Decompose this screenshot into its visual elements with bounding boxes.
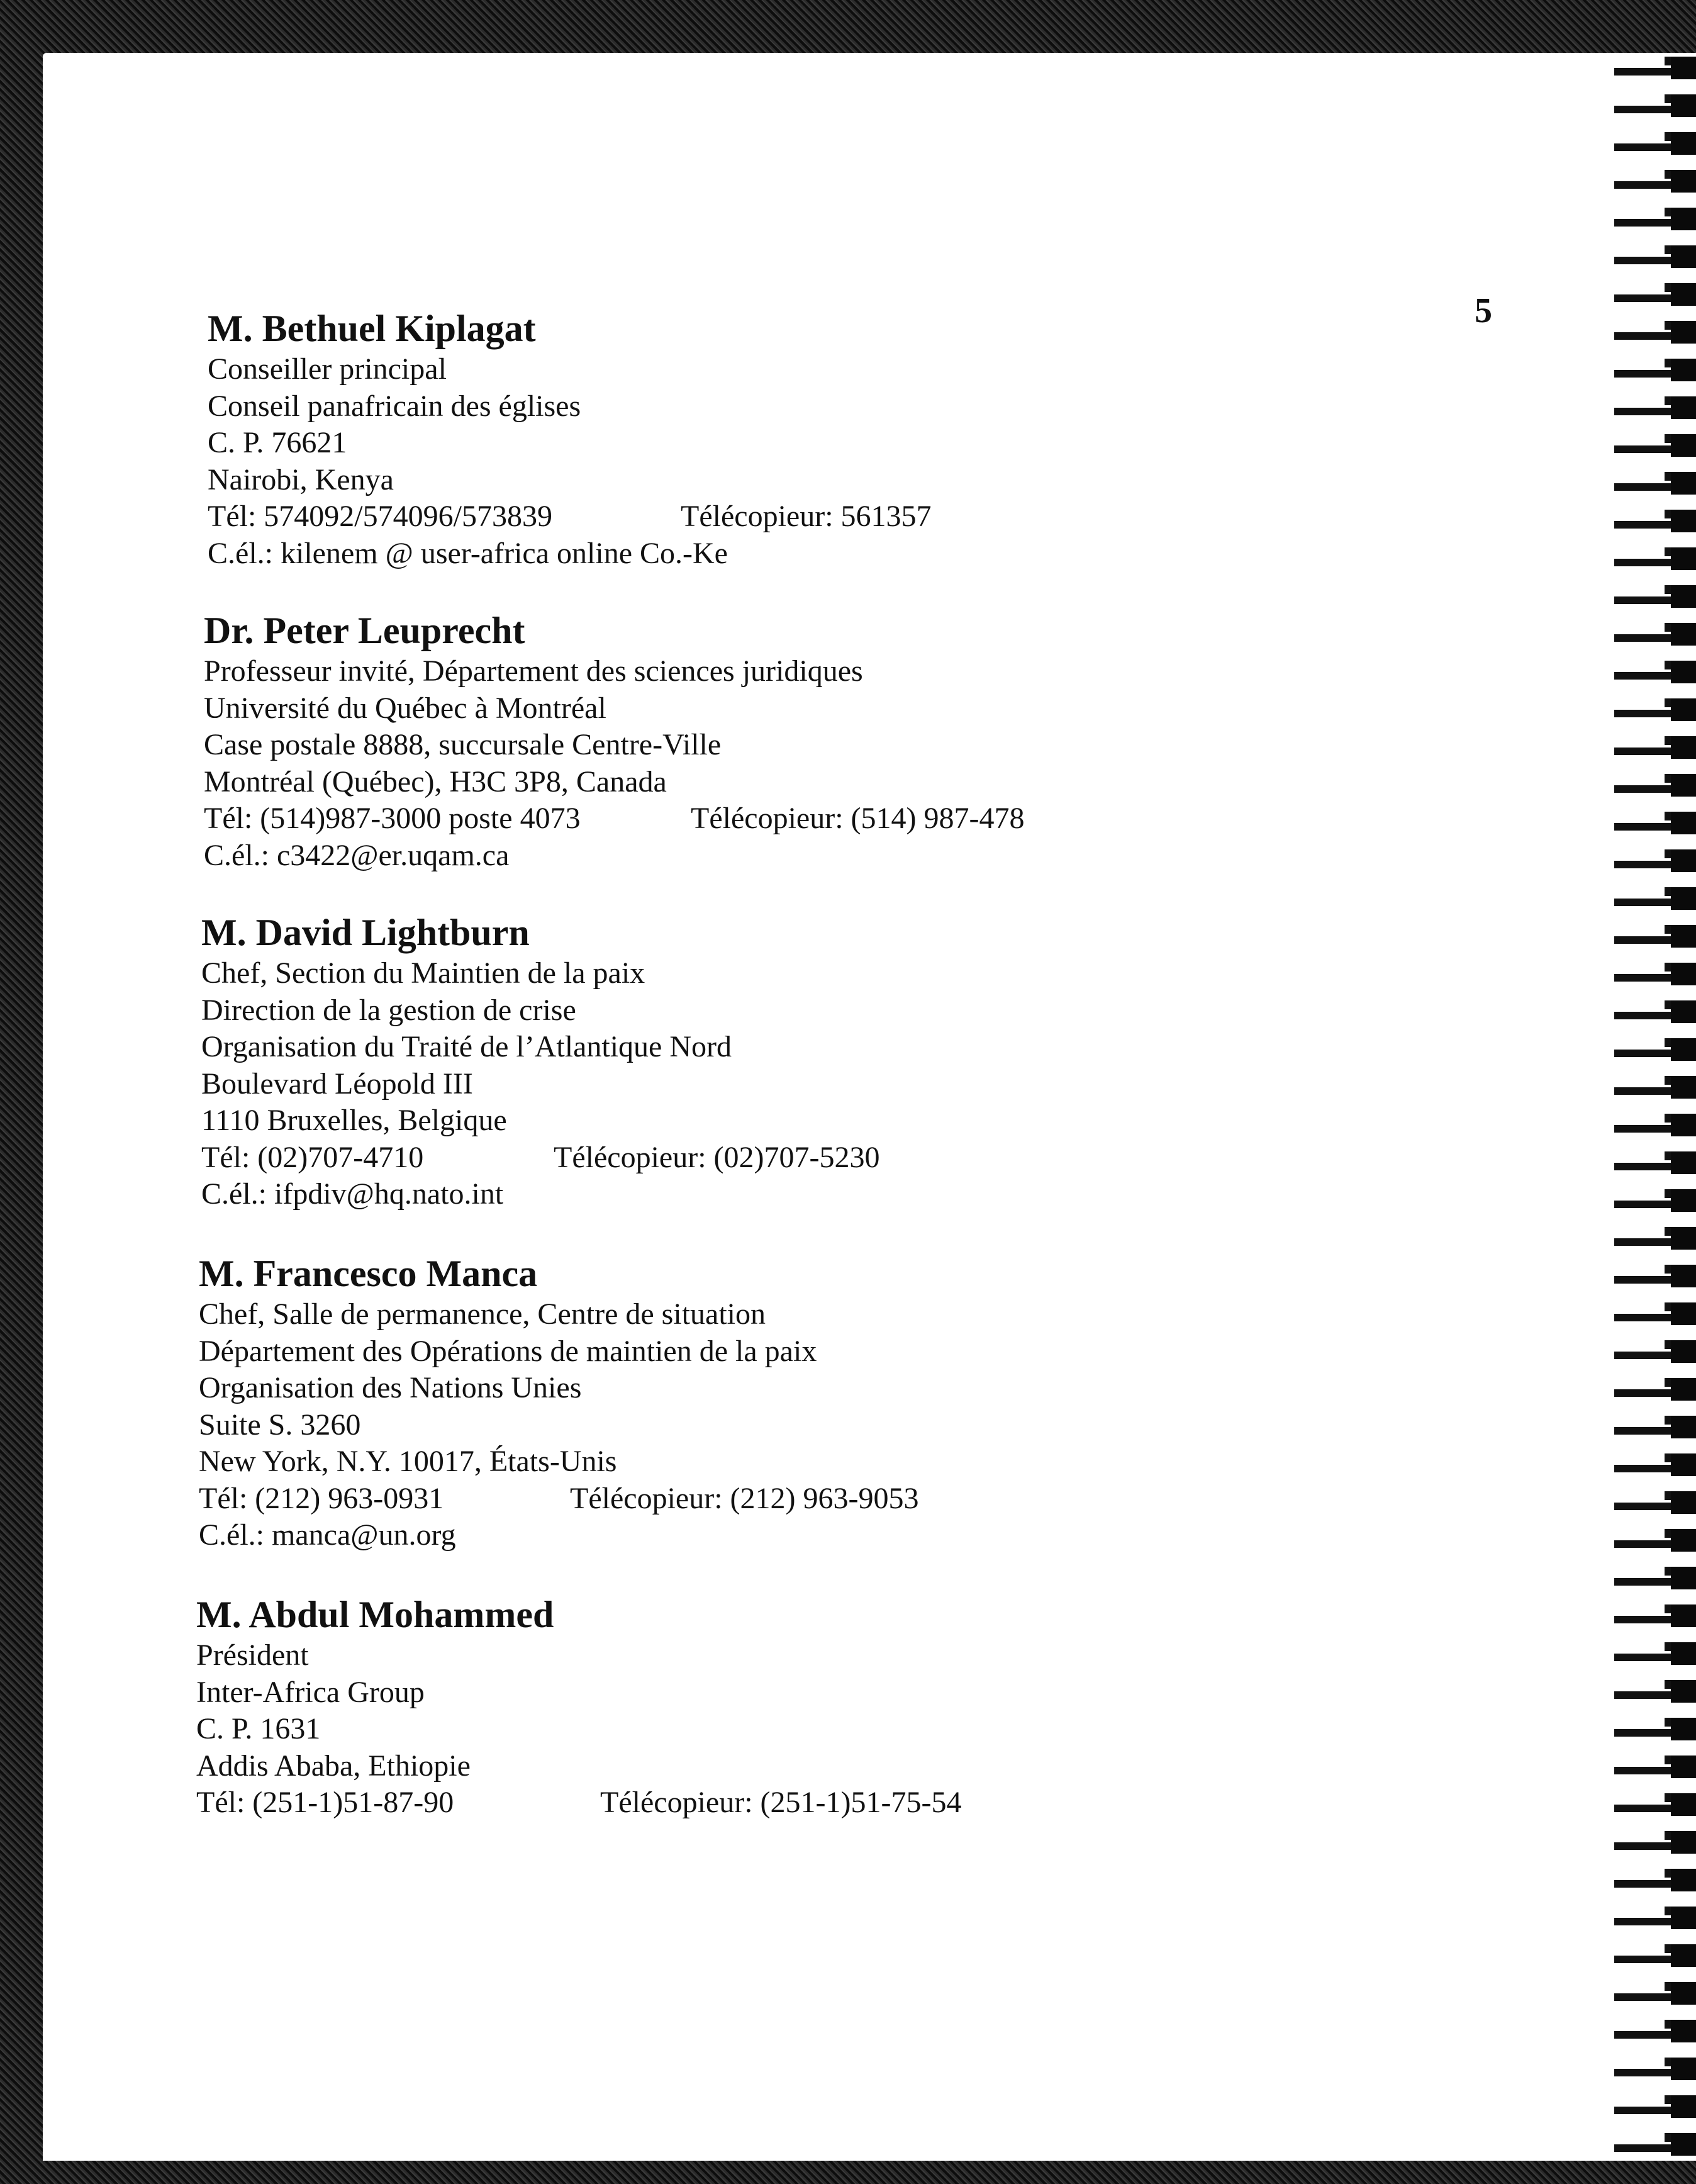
contact-line: Département des Opérations de maintien de la paix	[199, 1334, 817, 1368]
contact-line: Président	[196, 1638, 309, 1672]
contact-line: Chef, Salle de permanence, Centre de situation	[199, 1297, 766, 1331]
contact-tel: Tél: (514)987-3000 poste 4073	[204, 802, 581, 835]
contact-phone-row	[196, 1784, 962, 1822]
contact-tel: Tél: (212) 963-0931	[199, 1481, 444, 1515]
contact-tel: Tél: (02)707-4710	[201, 1140, 424, 1174]
contact-entry	[204, 608, 1025, 874]
contact-email: C.él.: manca@un.org	[199, 1518, 456, 1552]
contact-line: Université du Québec à Montréal	[204, 691, 606, 725]
contact-name: Dr. Peter Leuprecht	[204, 610, 525, 651]
contact-line: Suite S. 3260	[199, 1408, 361, 1442]
contact-name: M. Francesco Manca	[199, 1253, 538, 1294]
contact-phone-row	[208, 498, 932, 535]
contact-line: Organisation des Nations Unies	[199, 1371, 582, 1404]
contact-fax: Télécopieur: (514) 987-478	[691, 802, 1025, 835]
contact-tel: Tél: (251-1)51-87-90	[196, 1786, 454, 1819]
contact-email: C.él.: kilenem @ user-africa online Co.-Ke	[208, 536, 728, 570]
contact-line: Conseil panafricain des églises	[208, 389, 581, 423]
contact-line: Boulevard Léopold III	[201, 1067, 473, 1100]
contact-entry	[208, 306, 932, 572]
contact-line: Professeur invité, Département des sciences juridiques	[204, 654, 863, 688]
contact-line: Chef, Section du Maintien de la paix	[201, 956, 645, 990]
contact-line: Nairobi, Kenya	[208, 462, 394, 496]
contact-name: M. David Lightburn	[201, 912, 530, 953]
contact-phone-row	[204, 800, 1025, 837]
contact-line: C. P. 76621	[208, 426, 347, 459]
page-number: 5	[1475, 291, 1492, 330]
contact-line: Organisation du Traité de l’Atlantique Nord	[201, 1030, 732, 1063]
spiral-binding	[1602, 57, 1696, 2158]
contact-line: Montréal (Québec), H3C 3P8, Canada	[204, 764, 667, 798]
contact-entry	[201, 910, 880, 1213]
contact-name: M. Abdul Mohammed	[196, 1594, 554, 1635]
document-page	[43, 53, 1696, 2161]
contact-phone-row	[201, 1140, 880, 1177]
contact-line: New York, N.Y. 10017, États-Unis	[199, 1445, 617, 1478]
contact-fax: Télécopieur: (212) 963-9053	[570, 1481, 919, 1515]
contact-entry	[199, 1251, 919, 1554]
contact-email: C.él.: ifpdiv@hq.nato.int	[201, 1177, 504, 1211]
contact-line: Direction de la gestion de crise	[201, 993, 576, 1027]
contact-line: C. P. 1631	[196, 1712, 321, 1745]
contact-tel: Tél: 574092/574096/573839	[208, 500, 552, 533]
contact-line: Case postale 8888, succursale Centre-Ville	[204, 728, 722, 761]
contact-name: M. Bethuel Kiplagat	[208, 308, 536, 349]
contact-fax: Télécopieur: 561357	[681, 500, 932, 533]
contact-phone-row	[199, 1481, 919, 1518]
contact-fax: Télécopieur: (02)707-5230	[554, 1140, 880, 1174]
contact-line: Addis Ababa, Ethiopie	[196, 1749, 471, 1783]
contact-entry	[196, 1592, 962, 1822]
contact-line: Inter-Africa Group	[196, 1675, 425, 1709]
contact-fax: Télécopieur: (251-1)51-75-54	[600, 1786, 962, 1819]
contact-line: Conseiller principal	[208, 352, 447, 386]
contact-line: 1110 Bruxelles, Belgique	[201, 1104, 507, 1137]
contact-email: C.él.: c3422@er.uqam.ca	[204, 838, 510, 872]
